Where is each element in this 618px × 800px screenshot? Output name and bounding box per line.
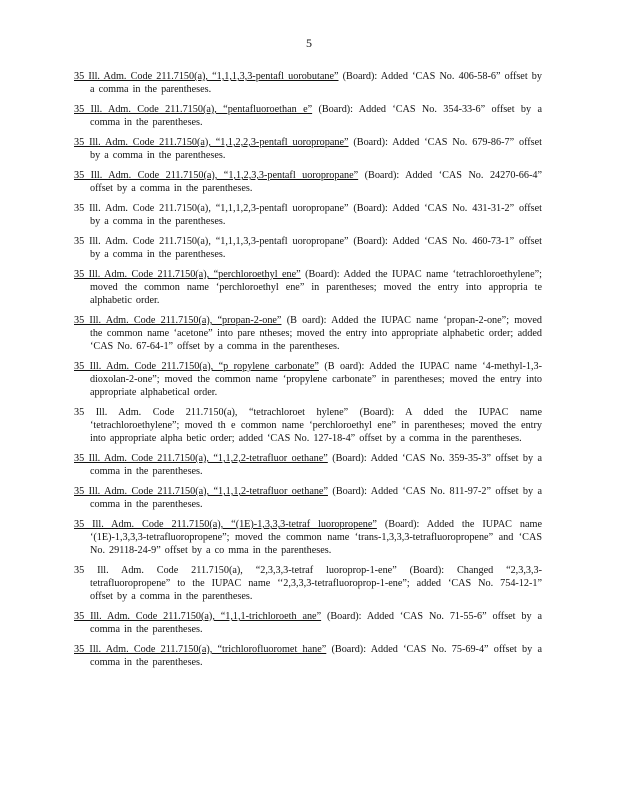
amendment-entry [74,406,542,445]
entry-text: (Board): Added ‘CAS No. 71-55-6” offset by a comma in the parentheses. [90,611,542,635]
entry-text: (Board): Added ‘CAS No. 354-33-6” offset by a comma in the parentheses. [90,104,542,128]
entry-text: 35 Ill. Adm. Code 211.7150(a), “2,3,3,3-tetraf luoroprop-1-ene” (Board): Changed “2,3,3,3-tetrafluoropropene” to the IUPAC name ‘‘2,3,3,3-tetrafluoroprop-1-ene”; added ‘CAS No. 754-12-1” offset by a comma in the parentheses. [74,565,542,602]
entry-text: (Board): Added the IUPAC name ‘(1E)-1,3,3,3-tetrafluoropropene”; moved the common name ‘trans-1,3,3,3-tetrafluoropropene” and ‘CAS No. 29118-24-9” offset by a co mma in the parentheses. [90,519,542,556]
amendment-entry [74,136,542,162]
amendment-entry [74,643,542,669]
citation: 35 Ill. Adm. Code 211.7150(a), “1,1,1,2-tetrafluor oethane” [74,486,328,497]
entry-text: (Board): Added ‘CAS No. 811-97-2” offset by a comma in the parentheses. [90,486,543,510]
entry-text: (B oard): Added the IUPAC name ‘propan-2-one”; moved the common name ‘acetone” into pare ntheses; moved the entry into appropriate alphabetic order; added ‘CAS No. 67-64-1” offset by a comma in the parentheses. [90,315,542,352]
citation: 35 Ill. Adm. Code 211.7150(a), “1,1,2,2-tetrafluor oethane” [74,453,328,464]
amendment-entry [74,610,542,636]
amendment-entry [74,169,542,195]
citation: 35 Ill. Adm. Code 211.7150(a), “p ropylene carbonate” [74,361,319,372]
amendment-entry [74,518,542,557]
amendment-entry [74,202,542,228]
amendment-entry [74,235,542,261]
citation: 35 Ill. Adm. Code 211.7150(a), “perchloroethyl ene” [74,269,301,280]
entry-text: (Board): Added ‘CAS No. 406-58-6” offset by a comma in the parentheses. [90,71,542,95]
entry-text: 35 Ill. Adm. Code 211.7150(a), “1,1,1,2,3-pentafl uoropropane” (Board): Added ‘CAS No. 431-31-2” offset by a comma in the parentheses. [74,203,542,227]
citation: 35 Ill. Adm. Code 211.7150(a), “1,1,1,3,3-pentafl uorobutane” [74,71,339,82]
amendment-entry [74,268,542,307]
entry-text: (B oard): Added the IUPAC name ‘4-methyl-1,3-dioxolan-2-one”; moved the common name ‘propylene carbonate” in parentheses; moved the entry into appropriate alphabetical order. [90,361,542,398]
citation: 35 Ill. Adm. Code 211.7150(a), “pentafluoroethan e” [74,104,313,115]
entry-text: 35 Ill. Adm. Code 211.7150(a), “tetrachloroet hylene” (Board): A dded the IUPAC name ‘tetrachloroethylene”; moved th e common name ‘perchloroethyl ene” in parentheses; moved the entry into appropriate alpha betic order; added ‘CAS No. 127-18-4” offset by a comma in the parentheses. [74,407,542,444]
amendment-entry [74,314,542,353]
entry-text: 35 Ill. Adm. Code 211.7150(a), “1,1,1,3,3-pentafl uoropropane” (Board): Added ‘CAS No. 460-73-1” offset by a comma in the parentheses. [74,236,542,260]
amendment-entry [74,70,542,96]
page-number: 5 [306,36,312,50]
citation: 35 Ill. Adm. Code 211.7150(a), “propan-2-one” [74,315,282,326]
citation: 35 Ill. Adm. Code 211.7150(a), “1,1,2,3,3-pentafl uoropropane” [74,170,359,181]
entry-text: (Board): Added ‘CAS No. 359-35-3” offset by a comma in the parentheses. [90,453,542,477]
citation: 35 Ill. Adm. Code 211.7150(a), “trichlorofluoromet hane” [74,644,327,655]
amendment-entry [74,360,542,399]
citation: 35 Ill. Adm. Code 211.7150(a), “1,1,2,2,3-pentafl uoropropane” [74,137,349,148]
amendment-entry [74,485,542,511]
entry-text: (Board): Added ‘CAS No. 679-86-7” offset by a comma in the parentheses. [90,137,542,161]
citation: 35 Ill. Adm. Code 211.7150(a), “(1E)-1,3,3,3-tetraf luoropropene” [74,519,377,530]
amendment-entry [74,103,542,129]
entry-text: (Board): Added the IUPAC name ‘tetrachloroethylene”; moved the common name ‘perchloroethyl ene” in parentheses; moved the entry into appropria te alphabetic order. [90,269,542,306]
amendment-entry [74,564,542,603]
amendment-list [74,70,542,676]
amendment-entry [74,452,542,478]
entry-text: (Board): Added ‘CAS No. 75-69-4” offset by a comma in the parentheses. [90,644,542,668]
entry-text: (Board): Added ‘CAS No. 24270-66-4” offset by a comma in the parentheses. [90,170,542,194]
citation: 35 Ill. Adm. Code 211.7150(a), “1,1,1-trichloroeth ane” [74,611,322,622]
